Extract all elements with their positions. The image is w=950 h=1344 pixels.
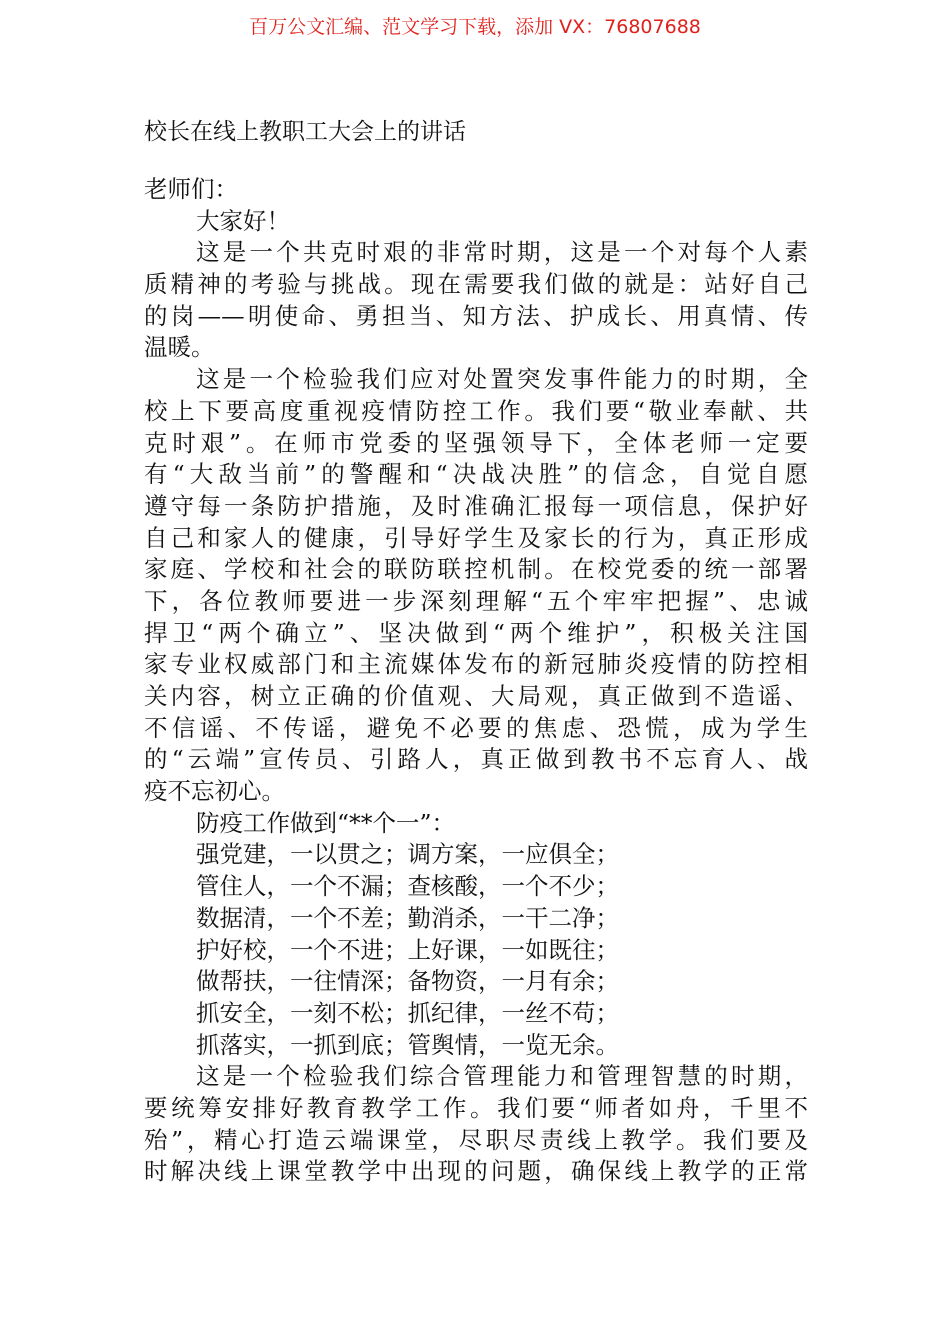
list-item: 管住人，一个不漏；查核酸，一个不少；	[196, 872, 619, 901]
list-item: 强党建，一以贯之；调方案，一应俱全；	[196, 840, 619, 869]
paragraph-2	[144, 364, 808, 808]
list-item: 护好校，一个不进；上好课，一如既往；	[196, 935, 619, 964]
text-line: 这是一个检验我们应对处置突发事件能力的时期，全	[196, 365, 808, 394]
text-line: 殆”，精心打造云端课堂，尽职尽责线上教学。我们要及	[144, 1125, 808, 1154]
list-item: 抓落实，一抓到底；管舆情，一览无余。	[196, 1030, 619, 1059]
text-line: 温暖。	[144, 333, 215, 362]
text-line: 疫不忘初心。	[144, 777, 285, 806]
text-line: 下，各位教师要进一步深刻理解“五个牢牢把握”、忠诚	[144, 586, 808, 615]
text-line: 要统筹安排好教育教学工作。我们要“师者如舟，千里不	[144, 1093, 808, 1122]
text-line: 自己和家人的健康，引导好学生及家长的行为，真正形成	[144, 523, 808, 552]
slogan-list	[144, 839, 808, 1061]
text-line: 关内容，树立正确的价值观、大局观，真正做到不造谣、	[144, 682, 808, 710]
text-line: 的岗——明使命、勇担当、知方法、护成长、用真情、传	[144, 301, 808, 330]
text-line: 遵守每一条防护措施，及时准确汇报每一项信息，保护好	[144, 491, 808, 520]
list-item: 做帮扶，一往情深；备物资，一月有余；	[196, 967, 619, 996]
text-line: 家庭、学校和社会的联防联控机制。在校党委的统一部署	[144, 555, 808, 584]
salutation: 老师们：	[144, 175, 238, 203]
text-line: 这是一个检验我们综合管理能力和管理智慧的时期，	[196, 1062, 808, 1091]
text-line: 质精神的考验与挑战。现在需要我们做的就是：站好自己	[144, 270, 808, 299]
text-line: 这是一个共克时艰的非常时期，这是一个对每个人素	[196, 238, 808, 267]
text-line: 不信谣、不传谣，避免不必要的焦虑、恐慌，成为学生	[144, 713, 808, 742]
document-title: 校长在线上教职工大会上的讲话	[144, 119, 466, 145]
list-item: 抓安全，一刻不松；抓纪律，一丝不苟；	[196, 998, 619, 1027]
text-line: 家专业权威部门和主流媒体发布的新冠肺炎疫情的防控相	[144, 650, 808, 679]
greeting: 大家好！	[196, 206, 290, 235]
text-line: 有“大敌当前”的警醒和“决战决胜”的信念，自觉自愿	[144, 460, 808, 489]
list-intro: 防疫工作做到“**个一”：	[196, 808, 456, 837]
text-line: 的“云端”宣传员、引路人，真正做到教书不忘育人、战	[144, 745, 808, 774]
paragraph-1	[144, 237, 808, 364]
list-item: 数据清，一个不差；勤消杀，一干二净；	[196, 903, 619, 932]
text-line: 克时艰”。在师市党委的坚强领导下，全体老师一定要	[144, 428, 808, 457]
paragraph-3	[144, 1061, 808, 1188]
document-body	[144, 174, 808, 1188]
text-line: 捍卫“两个确立”、坚决做到“两个维护”，积极关注国	[144, 618, 808, 647]
watermark-banner: 百万公文汇编、范文学习下载，添加 VX：76807688	[249, 16, 701, 38]
text-line: 时解决线上课堂教学中出现的问题，确保线上教学的正常	[144, 1157, 808, 1186]
text-line: 校上下要高度重视疫情防控工作。我们要“敬业奉献、共	[144, 396, 808, 425]
